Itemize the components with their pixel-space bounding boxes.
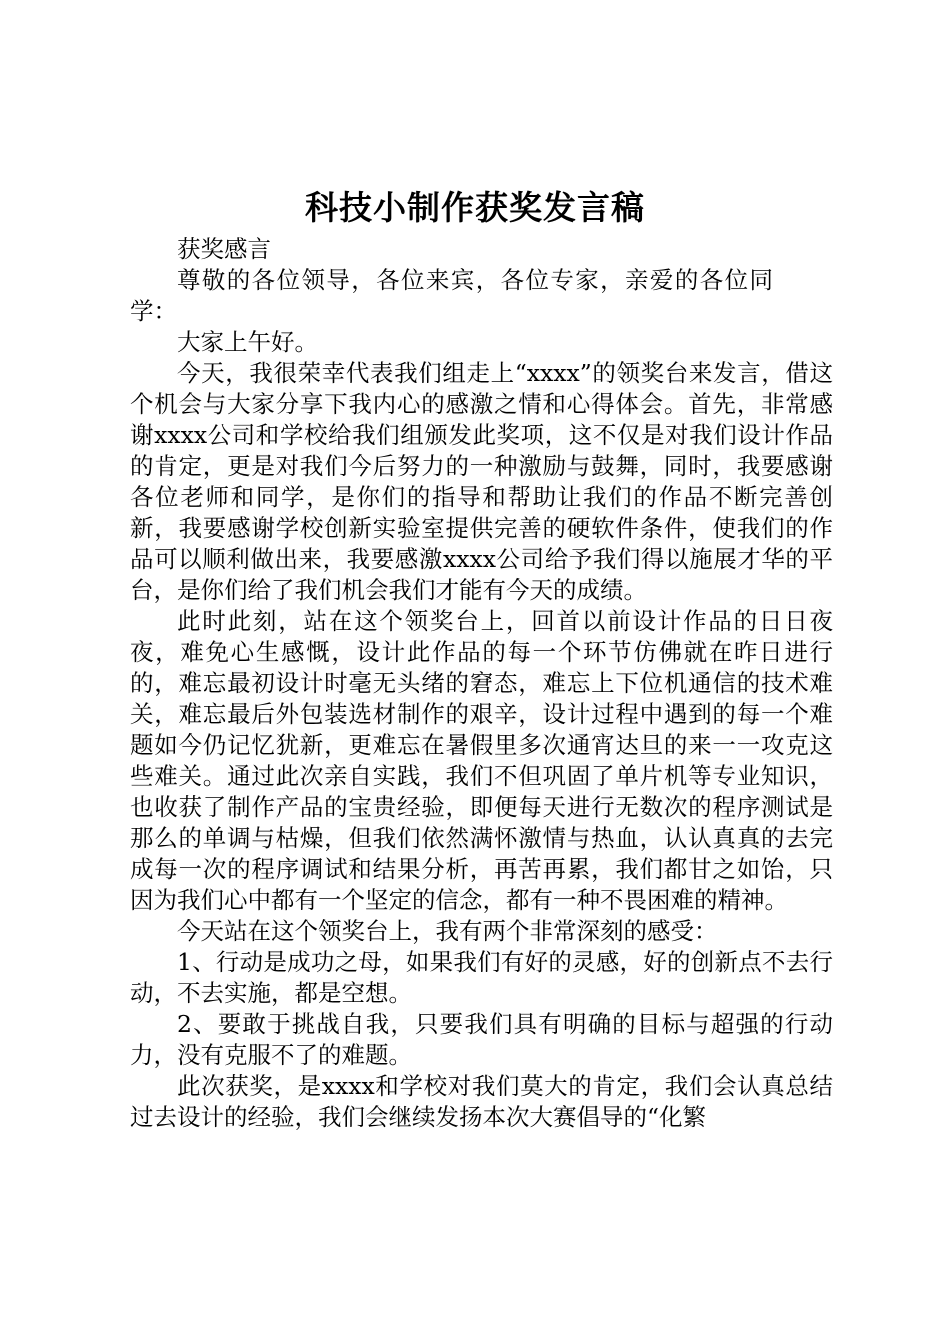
paragraph-reflection: 此时此刻，站在这个领奖台上，回首以前设计作品的日日夜夜，难免心生感慨，设计此作品的每一个环节仿佛就在昨日进行的，难忘最初设计时毫无头绪的窘态，难忘上下位机通信的技术难关，难忘最后外包装选材制作的艰辛，设计过程中遇到的每一个难题如今仍记忆犹新，更难忘在暑假里多次通宵达旦的来一一攻克这些难关。通过此次亲自实践，我们不但巩固了单片机等专业知识，也收获了制作产品的宝贵经验，即便每天进行无数次的程序测试是那么的单调与枯燥，但我们依然满怀激情与热血，认认真真的去完成每一次的程序调试和结果分析，再苦再累，我们都甘之如饴，只因为我们心中都有一个坚定的信念，都有一种不畏困难的精神。 [130,607,833,914]
document-title: 科技小制作获奖发言稿 [305,188,645,227]
paragraph-point-2: 2、要敢于挑战自我，只要我们具有明确的目标与超强的行动力，没有克服不了的难题。 [130,1010,833,1069]
paragraph-heading: 获奖感言 [177,235,271,263]
document-body [130,234,833,1133]
paragraph-salutation: 尊敬的各位领导，各位来宾，各位专家，亲爱的各位同学： [130,266,773,325]
paragraph-greeting: 大家上午好。 [177,328,318,356]
paragraph-feelings-intro: 今天站在这个领奖台上，我有两个非常深刻的感受： [177,917,718,945]
paragraph-point-1: 1、行动是成功之母，如果我们有好的灵感，好的创新点不去行动，不去实施，都是空想。 [130,948,833,1007]
paragraph-conclusion: 此次获奖，是xxxx和学校对我们莫大的肯定，我们会认真总结过去设计的经验，我们会继续发扬本次大赛倡导的“化繁 [130,1072,833,1131]
paragraph-thanks: 今天，我很荣幸代表我们组走上“xxxx”的领奖台来发言，借这个机会与大家分享下我内心的感激之情和心得体会。首先，非常感谢xxxx公司和学校给我们组颁发此奖项，这不仅是对我们设计作品的肯定，更是对我们今后努力的一种激励与鼓舞，同时，我要感谢各位老师和同学，是你们的指导和帮助让我们的作品不断完善创新，我要感谢学校创新实验室提供完善的硬软件条件，使我们的作品可以顺利做出来，我要感激xxxx公司给予我们得以施展才华的平台，是你们给了我们机会我们才能有今天的成绩。 [130,359,833,604]
